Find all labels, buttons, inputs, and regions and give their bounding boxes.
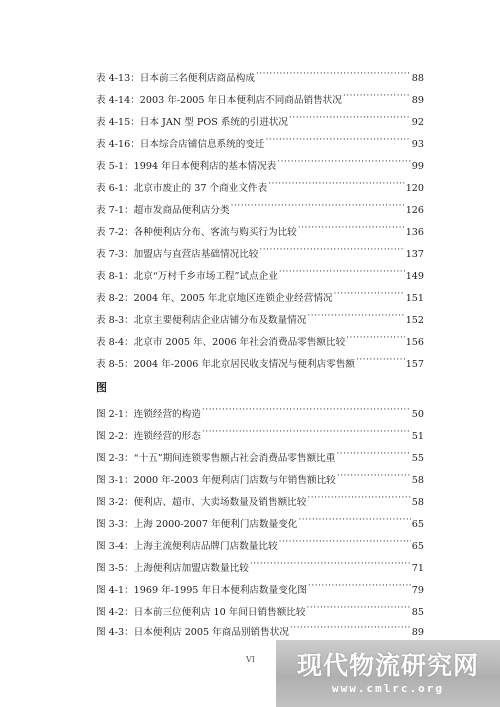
dot-leader xyxy=(289,111,411,125)
toc-entry: 图 2-1：连锁经营的构造 ····· 50 xyxy=(96,403,424,417)
dot-leader xyxy=(259,243,404,257)
figures-heading: 图 xyxy=(96,381,107,394)
dot-leader xyxy=(256,67,411,81)
dot-leader xyxy=(277,155,411,169)
toc-entry: 表 6-1：北京市废止的 37 个商业文件表 ····· 120 xyxy=(96,177,424,191)
dot-leader xyxy=(334,287,405,301)
toc-entry: 图 3-4：上海主流便利店品牌门店数量比较 ····· 65 xyxy=(96,535,424,549)
watermark-title: 现代物流研究网 xyxy=(296,651,479,680)
toc-entry: 图 3-5：上海便利店加盟店数量比较 ····· 71 xyxy=(96,557,424,571)
toc-entry: 图 4-1：1969 年-1995 年日本便利店数量变化图 ····· 79 xyxy=(96,579,424,593)
dot-leader xyxy=(343,89,411,103)
toc-entry: 图 3-3：上海 2000-2007 年便利门店数量变化 ····· 65 xyxy=(96,513,424,527)
watermark-logo xyxy=(276,640,500,707)
dot-leader xyxy=(356,353,405,367)
toc-entry: 表 7-3：加盟店与直营店基础情况比较 ····· 137 xyxy=(96,243,424,257)
toc-entry: 表 7-2：各种便利店分布、客流与购买行为比较 ····· 136 xyxy=(96,221,424,235)
toc-entry: 表 8-1：北京“万村千乡市场工程”试点企业 ····· 149 xyxy=(96,265,424,279)
toc-entry: 表 8-5：2004 年-2006 年北京居民收支情况与便利店零售额 ····· 157 xyxy=(96,353,424,367)
dot-leader xyxy=(231,199,405,213)
dot-leader xyxy=(307,601,411,615)
watermark-url: www.cmlrc.org xyxy=(331,682,445,695)
dot-leader xyxy=(266,133,411,147)
dot-leader xyxy=(298,221,405,235)
dot-leader xyxy=(250,557,411,571)
dot-leader xyxy=(307,309,404,323)
dot-leader xyxy=(290,621,411,635)
page-number: VI xyxy=(246,655,255,664)
toc-entry: 表 4-16：日本综合店铺信息系统的变迁 ····· 93 xyxy=(96,133,424,147)
toc-entry: 表 4-13：日本前三名便利店商品构成 ····· 88 xyxy=(96,67,424,81)
toc-entry: 表 8-4：北京市 2005 年、2006 年社会消费品零售额比较 ····· 156 xyxy=(96,331,424,345)
dot-leader xyxy=(336,447,410,461)
toc-entry: 表 4-14：2003 年-2005 年日本便利店不同商品销售状况 ····· 89 xyxy=(96,89,424,103)
dot-leader xyxy=(346,331,405,345)
toc-entry: 图 2-3：“十五”期间连锁零售额占社会消费品零售额比重 ····· 55 xyxy=(96,447,424,461)
toc-entry: 表 8-3：北京主要便利店企业店铺分布及数量情况 ····· 152 xyxy=(96,309,424,323)
toc-entry: 表 7-1：超市发商品便利店分类 ····· 126 xyxy=(96,199,424,213)
dot-leader xyxy=(308,579,411,593)
dot-leader xyxy=(298,513,410,527)
toc-entry: 图 4-3：日本便利店 2005 年商品别销售状况 ····· 89 xyxy=(96,621,424,635)
dot-leader xyxy=(202,425,411,439)
dot-leader xyxy=(279,535,411,549)
dot-leader xyxy=(279,265,405,279)
dot-leader xyxy=(307,491,410,505)
toc-entry: 表 4-15：日本 JAN 型 POS 系统的引进状况 ····· 92 xyxy=(96,111,424,125)
dot-leader xyxy=(268,177,405,191)
dot-leader xyxy=(202,403,411,417)
toc-entry: 表 8-2：2004 年、2005 年北京地区连锁企业经营情况 ····· 151 xyxy=(96,287,424,301)
toc-entry: 图 4-2：日本前三位便利店 10 年间日销售额比较 ····· 85 xyxy=(96,601,424,615)
toc-entry: 图 3-1：2000 年-2003 年便利店门店数与年销售额比较 ····· 58 xyxy=(96,469,424,483)
toc-entry: 表 5-1：1994 年日本便利店的基本情况表 ····· 99 xyxy=(96,155,424,169)
dot-leader xyxy=(337,469,411,483)
toc-entry: 图 2-2：连锁经营的形态 ····· 51 xyxy=(96,425,424,439)
toc-entry: 图 3-2：便利店、超市、大卖场数量及销售额比较 ····· 58 xyxy=(96,491,424,505)
